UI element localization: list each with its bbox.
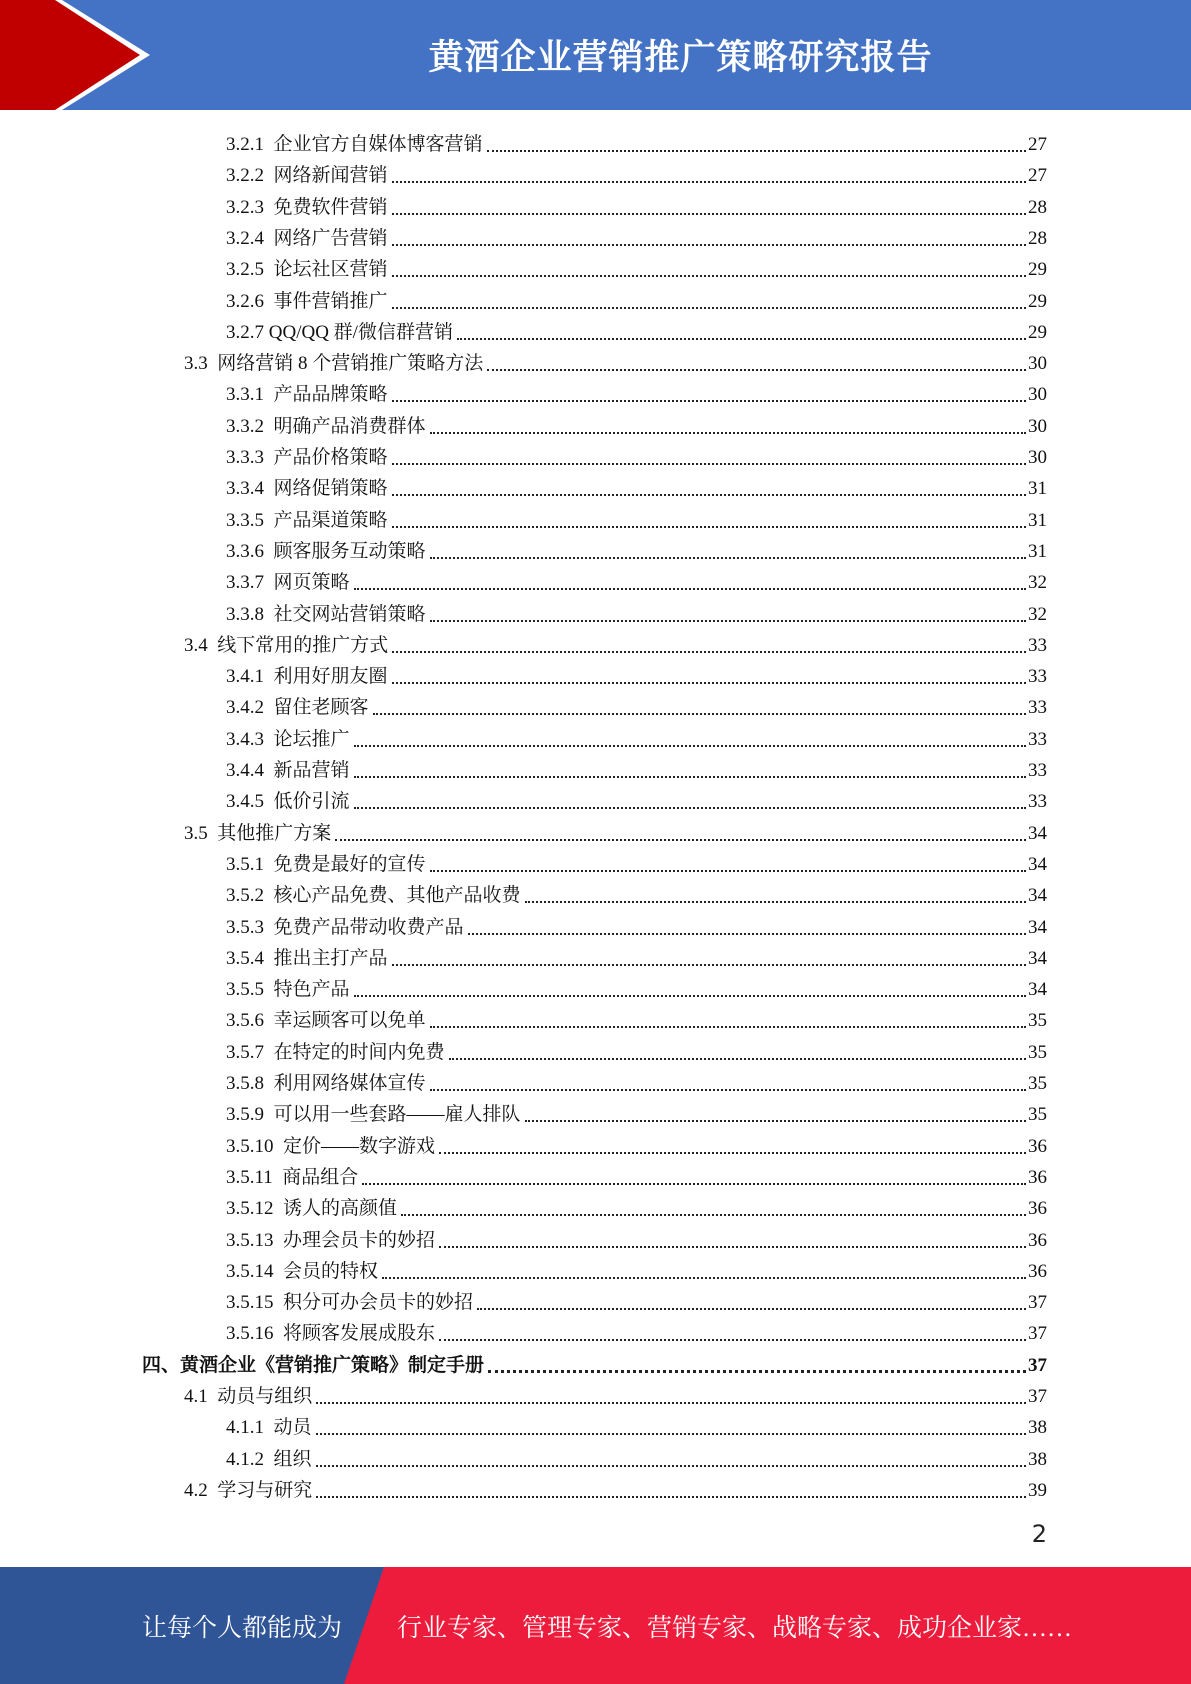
toc-entry-label: 3.4.4 新品营销 (226, 760, 350, 781)
toc-entry-page: 37 (1028, 1386, 1047, 1407)
toc-entry-label: 3.5.15 积分可办会员卡的妙招 (226, 1292, 474, 1314)
toc-dot-leader (354, 775, 1026, 778)
toc-entry[interactable] (226, 190, 1047, 221)
toc-entry-label: 3.3.2 明确产品消费群体 (226, 415, 426, 437)
toc-entry-label: 3.5.8 利用网络媒体宣传 (226, 1073, 426, 1094)
toc-entry[interactable] (184, 816, 1047, 847)
toc-entry[interactable] (184, 1379, 1047, 1410)
toc-dot-leader (439, 1151, 1026, 1154)
toc-entry-label: 3.2.4 网络广告营销 (226, 227, 388, 249)
toc-entry-page: 31 (1028, 478, 1047, 500)
toc-entry-page: 31 (1028, 540, 1047, 562)
toc-entry-label: 3.5.11 商品组合 (226, 1166, 359, 1188)
toc-dot-leader (439, 1245, 1026, 1248)
toc-entry-label: 3.2.1 企业官方自媒体博客营销 (226, 134, 483, 155)
toc-entry-page: 33 (1028, 697, 1047, 719)
toc-entry[interactable] (226, 471, 1047, 502)
toc-entry[interactable] (226, 565, 1047, 596)
toc-entry[interactable] (226, 972, 1047, 1003)
toc-dot-leader (392, 493, 1026, 496)
toc-entry-page: 34 (1028, 947, 1047, 969)
toc-entry-page: 34 (1028, 822, 1047, 844)
toc-entry-label: 3.5.4 推出主打产品 (226, 947, 388, 969)
toc-entry-page: 35 (1028, 1104, 1047, 1126)
toc-dot-leader (354, 806, 1026, 809)
toc-entry[interactable] (226, 1129, 1047, 1160)
toc-entry-page: 33 (1028, 791, 1047, 813)
toc-dot-leader (392, 306, 1026, 309)
toc-dot-leader (392, 399, 1026, 402)
toc-entry-label: 3.4 线下常用的推广方式 (184, 634, 389, 656)
toc-entry-label: 4.1 动员与组织 (184, 1386, 313, 1407)
toc-entry-page: 29 (1028, 321, 1047, 343)
toc-entry-label: 3.3.6 顾客服务互动策略 (226, 540, 426, 562)
toc-entry[interactable] (226, 315, 1047, 346)
toc-entry[interactable] (226, 1410, 1047, 1441)
toc-dot-leader (392, 963, 1026, 966)
toc-dot-leader (457, 337, 1026, 340)
toc-entry-label: 3.4.2 留住老顾客 (226, 697, 369, 719)
toc-entry-label: 3.4.1 利用好朋友圈 (226, 666, 388, 688)
toc-entry[interactable] (142, 1348, 1047, 1379)
toc-entry-label: 3.5.12 诱人的高颜值 (226, 1198, 398, 1220)
toc-entry-label: 3.3 网络营销 8 个营销推广策略方法 (184, 353, 484, 375)
toc-entry-label: 3.3.7 网页策略 (226, 572, 350, 594)
toc-entry[interactable] (226, 941, 1047, 972)
toc-entry[interactable] (226, 784, 1047, 815)
toc-dot-leader (392, 681, 1026, 684)
toc-dot-leader (439, 1338, 1026, 1341)
toc-entry[interactable] (226, 440, 1047, 471)
toc-entry-page: 36 (1028, 1166, 1047, 1188)
toc-dot-leader (525, 900, 1026, 903)
toc-entry[interactable] (226, 503, 1047, 534)
toc-entry-page: 29 (1028, 259, 1047, 281)
toc-entry[interactable] (226, 1223, 1047, 1254)
toc-entry-page: 36 (1028, 1229, 1047, 1251)
toc-dot-leader (525, 1119, 1026, 1122)
toc-dot-leader (392, 525, 1026, 528)
toc-entry-page: 30 (1028, 384, 1047, 406)
toc-entry-page: 35 (1028, 1073, 1047, 1094)
toc-entry[interactable] (226, 690, 1047, 721)
toc-entry-page: 32 (1028, 572, 1047, 594)
toc-dot-leader (430, 556, 1026, 559)
toc-dot-leader (488, 1369, 1026, 1373)
toc-entry-page: 27 (1028, 134, 1047, 155)
toc-dot-leader (430, 1025, 1026, 1028)
toc-entry[interactable] (226, 158, 1047, 189)
footer-slogan-left: 让每个人都能成为 (142, 1614, 343, 1642)
toc-dot-leader (316, 1464, 1026, 1467)
toc-entry-page: 29 (1028, 290, 1047, 312)
toc-entry[interactable] (226, 1285, 1047, 1316)
toc-dot-leader (392, 462, 1026, 465)
toc-entry-label: 3.5.10 定价——数字游戏 (226, 1135, 436, 1157)
toc-entry-label: 3.5 其他推广方案 (184, 822, 332, 844)
toc-entry-page: 32 (1028, 603, 1047, 625)
toc-dot-leader (392, 212, 1026, 215)
toc-entry-label: 3.5.16 将顾客发展成股东 (226, 1323, 436, 1345)
toc-entry-page: 37 (1028, 1292, 1047, 1314)
toc-entry[interactable] (226, 1097, 1047, 1128)
toc-entry-label: 4.2 学习与研究 (184, 1479, 313, 1501)
toc-entry-page: 33 (1028, 666, 1047, 688)
toc-entry[interactable] (226, 1066, 1047, 1097)
toc-dot-leader (430, 1088, 1026, 1091)
toc-entry-page: 35 (1028, 1041, 1047, 1063)
toc-entry-label: 3.2.6 事件营销推广 (226, 290, 388, 312)
toc-entry-label: 3.5.7 在特定的时间内免费 (226, 1041, 445, 1063)
toc-entry-page: 30 (1028, 447, 1047, 468)
toc-entry[interactable] (184, 628, 1047, 659)
toc-dot-leader (335, 838, 1026, 841)
toc-dot-leader (468, 932, 1026, 935)
toc-entry-label: 3.3.4 网络促销策略 (226, 478, 388, 500)
toc-entry-page: 37 (1028, 1354, 1047, 1376)
toc-dot-leader (354, 994, 1026, 997)
toc-entry-page: 37 (1028, 1323, 1047, 1345)
toc-dot-leader (430, 869, 1026, 872)
toc-dot-leader (477, 1307, 1026, 1310)
toc-dot-leader (449, 1057, 1026, 1060)
toc-entry-page: 34 (1028, 885, 1047, 907)
toc-entry-page: 27 (1028, 165, 1047, 187)
toc-entry-label: 3.3.5 产品渠道策略 (226, 509, 388, 531)
toc-entry-page: 34 (1028, 979, 1047, 1001)
toc-entry[interactable] (226, 1316, 1047, 1347)
toc-entry[interactable] (226, 409, 1047, 440)
toc-entry[interactable] (226, 127, 1047, 158)
toc-entry-page: 38 (1028, 1448, 1047, 1470)
toc-entry-label: 3.5.5 特色产品 (226, 979, 350, 1001)
toc-entry[interactable] (226, 252, 1047, 283)
toc-entry[interactable] (184, 346, 1047, 377)
toc-entry[interactable] (226, 753, 1047, 784)
toc-entry-label: 4.1.2 组织 (226, 1448, 312, 1470)
toc-dot-leader (362, 1182, 1026, 1185)
toc-entry[interactable] (226, 847, 1047, 878)
toc-dot-leader (373, 712, 1026, 715)
toc-entry-page: 39 (1028, 1479, 1047, 1501)
footer-slogan-right: 行业专家、管理专家、营销专家、战略专家、成功企业家…… (397, 1614, 1073, 1642)
toc-entry-label: 3.3.3 产品价格策略 (226, 447, 388, 468)
toc-dot-leader (430, 431, 1026, 434)
toc-entry[interactable] (226, 1191, 1047, 1222)
toc-dot-leader (392, 650, 1026, 653)
toc-entry[interactable] (226, 1035, 1047, 1066)
toc-entry[interactable] (226, 722, 1047, 753)
toc-entry[interactable] (226, 597, 1047, 628)
toc-dot-leader (354, 744, 1026, 747)
toc-entry-label: 3.5.14 会员的特权 (226, 1260, 379, 1282)
toc-entry-page: 33 (1028, 634, 1047, 656)
toc-entry-label: 3.2.7 QQ/QQ 群/微信群营销 (226, 321, 453, 343)
toc-dot-leader (392, 180, 1026, 183)
toc-entry[interactable] (226, 377, 1047, 408)
toc-dot-leader (401, 1213, 1026, 1216)
toc-entry-page: 33 (1028, 728, 1047, 750)
toc-entry-label: 3.4.5 低价引流 (226, 791, 350, 813)
toc-entry-label: 3.3.1 产品品牌策略 (226, 384, 388, 406)
toc-entry-label: 3.5.2 核心产品免费、其他产品收费 (226, 885, 521, 907)
toc-entry[interactable] (226, 1160, 1047, 1191)
toc-dot-leader (487, 368, 1026, 371)
toc-entry-page: 30 (1028, 353, 1047, 375)
toc-entry-label: 3.5.3 免费产品带动收费产品 (226, 916, 464, 938)
toc-entry-page: 31 (1028, 509, 1047, 531)
toc-dot-leader (392, 243, 1026, 246)
page-number: 2 (1031, 1520, 1047, 1548)
page-header (0, 0, 1191, 110)
page-footer (0, 1567, 1191, 1684)
header-arrow-graphic (0, 0, 150, 110)
toc-dot-leader (487, 149, 1026, 152)
toc-entry-label: 3.5.6 幸运顾客可以免单 (226, 1010, 426, 1032)
toc-entry-page: 33 (1028, 760, 1047, 781)
toc-dot-leader (382, 1276, 1026, 1279)
toc-entry-page: 34 (1028, 853, 1047, 875)
toc-dot-leader (354, 587, 1026, 590)
toc-entry-page: 28 (1028, 227, 1047, 249)
toc-entry-label: 3.2.5 论坛社区营销 (226, 259, 388, 281)
toc-entry-page: 36 (1028, 1135, 1047, 1157)
toc-entry-label: 3.5.9 可以用一些套路——雇人排队 (226, 1104, 521, 1126)
toc-entry-page: 36 (1028, 1260, 1047, 1282)
toc-entry-label: 3.3.8 社交网站营销策略 (226, 603, 426, 625)
toc-entry-label: 3.2.3 免费软件营销 (226, 196, 388, 218)
toc-entry[interactable] (184, 1473, 1047, 1504)
toc-dot-leader (316, 1495, 1026, 1498)
toc-entry[interactable] (226, 1003, 1047, 1034)
toc-entry[interactable] (226, 878, 1047, 909)
toc-entry-page: 34 (1028, 916, 1047, 938)
toc-entry-label: 四、黄酒企业《营销推广策略》制定手册 (142, 1354, 485, 1376)
toc-entry[interactable] (226, 534, 1047, 565)
toc-entry-page: 38 (1028, 1417, 1047, 1439)
toc-entry-page: 30 (1028, 415, 1047, 437)
toc-entry[interactable] (226, 1254, 1047, 1285)
toc-entry-label: 3.5.1 免费是最好的宣传 (226, 853, 426, 875)
toc-entry-label: 4.1.1 动员 (226, 1417, 312, 1439)
toc-dot-leader (430, 619, 1026, 622)
toc-entry[interactable] (226, 284, 1047, 315)
toc-entry[interactable] (226, 1442, 1047, 1473)
document-title: 黄酒企业营销推广策略研究报告 (428, 38, 933, 78)
toc-dot-leader (316, 1432, 1026, 1435)
toc-entry-label: 3.5.13 办理会员卡的妙招 (226, 1229, 436, 1251)
toc-entry-page: 28 (1028, 196, 1047, 218)
toc-entry-page: 35 (1028, 1010, 1047, 1032)
toc-entry[interactable] (226, 221, 1047, 252)
toc-entry-label: 3.2.2 网络新闻营销 (226, 165, 388, 187)
toc-entry-page: 36 (1028, 1198, 1047, 1220)
toc-dot-leader (392, 274, 1026, 277)
toc-entry[interactable] (226, 910, 1047, 941)
toc-dot-leader (316, 1401, 1026, 1404)
toc-entry-label: 3.4.3 论坛推广 (226, 728, 350, 750)
toc-entry[interactable] (226, 659, 1047, 690)
